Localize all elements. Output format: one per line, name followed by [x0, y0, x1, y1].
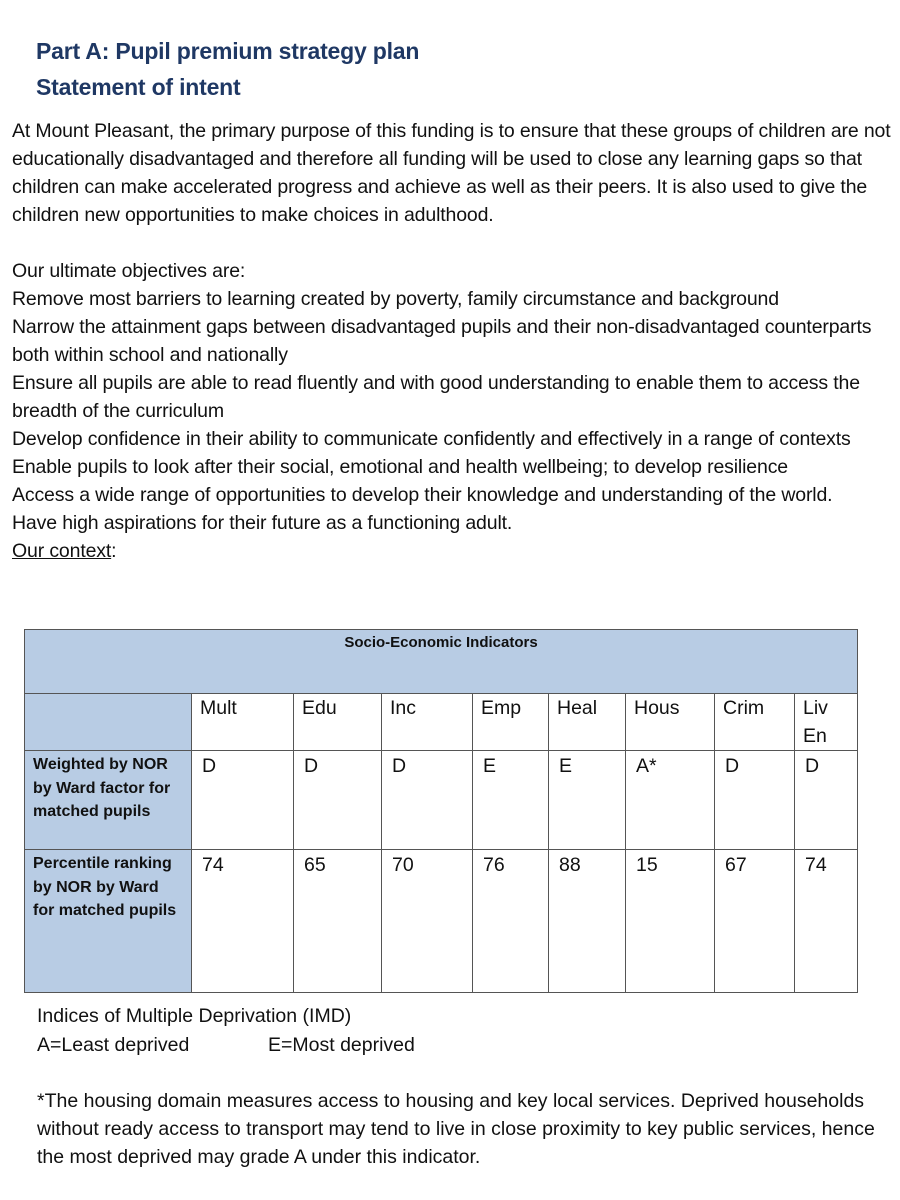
context-colon: : — [111, 540, 117, 562]
table-title: Socio-Economic Indicators — [25, 630, 858, 694]
column-header: Heal — [549, 694, 626, 751]
socio-economic-table — [24, 629, 858, 993]
table-header-row — [25, 694, 858, 751]
table-cell: D — [382, 751, 473, 850]
objective-item: Develop confidence in their ability to communicate confidently and effectively in a range of contexts — [12, 428, 851, 450]
context-heading — [12, 537, 897, 565]
table-cell: D — [795, 751, 858, 850]
table-cell: 67 — [715, 850, 795, 993]
row-label: Weighted by NOR by Ward factor for matched pupils — [25, 751, 192, 850]
table-cell: D — [192, 751, 294, 850]
table-cell: D — [294, 751, 382, 850]
page-heading — [36, 33, 419, 105]
grade-key — [37, 1031, 877, 1060]
objective-item: Access a wide range of opportunities to develop their knowledge and understanding of the world. — [12, 484, 833, 506]
imd-caption: Indices of Multiple Deprivation (IMD) — [37, 1005, 352, 1027]
context-label: Our context — [12, 540, 112, 562]
column-header: Crim — [715, 694, 795, 751]
objective-item: Enable pupils to look after their social, emotional and health wellbeing; to develop resilience — [12, 456, 788, 478]
table-cell: 74 — [795, 850, 858, 993]
housing-footnote: *The housing domain measures access to housing and key local services. Deprived households without ready access to transport may tend to live in close proximity to key public services, hence the most deprived may grade A under this indicator. — [37, 1090, 875, 1168]
key-most-deprived: E=Most deprived — [268, 1034, 415, 1056]
table-row — [25, 850, 858, 993]
column-header: Emp — [473, 694, 549, 751]
objectives-heading: Our ultimate objectives are: — [12, 260, 246, 282]
table-cell: 15 — [626, 850, 715, 993]
intro-paragraph: At Mount Pleasant, the primary purpose of this funding is to ensure that these groups of children are not educationally disadvantaged and therefore all funding will be used to close any learning gaps so that children can make accelerated progress and achieve as well as their peers. It is also used to give the children new opportunities to make choices in adulthood. — [12, 120, 891, 226]
notes-section — [37, 1002, 877, 1171]
column-header: Edu — [294, 694, 382, 751]
table-cell: E — [473, 751, 549, 850]
table-cell: A* — [626, 751, 715, 850]
objective-item: Have high aspirations for their future as a functioning adult. — [12, 512, 513, 534]
row-label: Percentile ranking by NOR by Ward for matched pupils — [25, 850, 192, 993]
table-cell: 88 — [549, 850, 626, 993]
column-header: Liv En — [795, 694, 858, 751]
column-header: Inc — [382, 694, 473, 751]
table-cell: 76 — [473, 850, 549, 993]
table-cell: D — [715, 751, 795, 850]
table-cell: 65 — [294, 850, 382, 993]
table-cell: 74 — [192, 850, 294, 993]
key-least-deprived: A=Least deprived — [37, 1034, 190, 1056]
page-title: Part A: Pupil premium strategy plan — [36, 38, 420, 64]
objective-item: Narrow the attainment gaps between disadvantaged pupils and their non-disadvantaged counterparts both within school and nationally — [12, 316, 872, 366]
table-corner-cell — [25, 694, 192, 751]
objective-item: Ensure all pupils are able to read fluently and with good understanding to enable them to access the breadth of the curriculum — [12, 372, 860, 422]
intro-section — [12, 117, 897, 565]
column-header: Hous — [626, 694, 715, 751]
page-subtitle: Statement of intent — [36, 74, 241, 100]
column-header: Mult — [192, 694, 294, 751]
table-row — [25, 751, 858, 850]
objective-item: Remove most barriers to learning created by poverty, family circumstance and background — [12, 288, 779, 310]
table-cell: 70 — [382, 850, 473, 993]
table-cell: E — [549, 751, 626, 850]
